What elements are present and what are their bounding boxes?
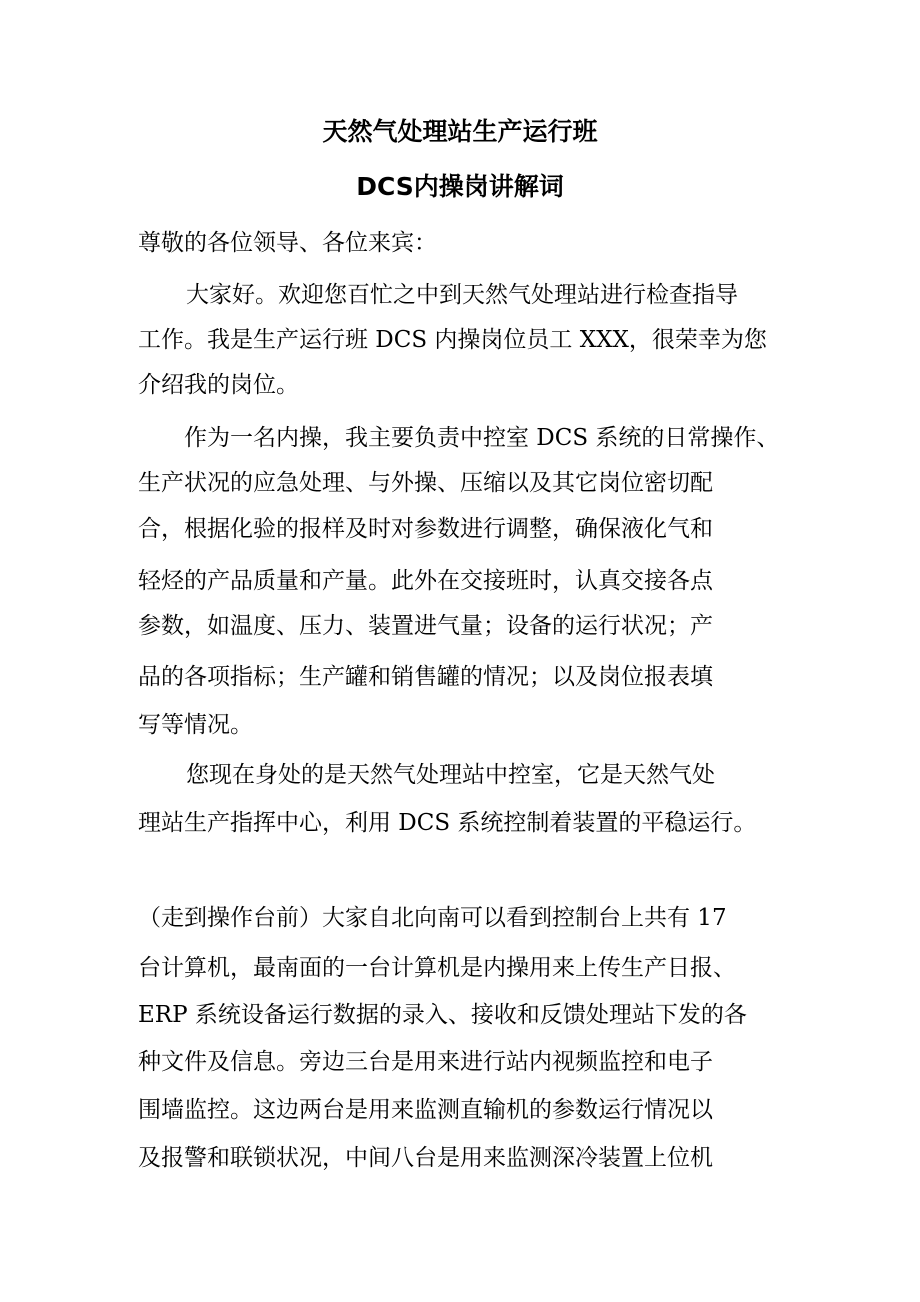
- paragraph-line: ERP 系统设备运行数据的录入、接收和反馈处理站下发的各: [138, 1002, 747, 1028]
- document-title: 天然气处理站生产运行班: [322, 117, 598, 146]
- paragraph-line: 合，根据化验的报样及时对参数进行调整，确保液化气和: [138, 516, 713, 542]
- paragraph-line: 台计算机，最南面的一台计算机是内操用来上传生产日报、: [138, 955, 736, 981]
- paragraph-line: 及报警和联锁状况，中间八台是用来监测深冷装置上位机: [138, 1145, 713, 1171]
- paragraph-line: 生产状况的应急处理、与外操、压缩以及其它岗位密切配: [138, 470, 713, 496]
- paragraph-line: 种文件及信息。旁边三台是用来进行站内视频监控和电子: [138, 1049, 713, 1075]
- paragraph-line: 作为一名内操，我主要负责中控室 DCS 系统的日常操作、: [184, 425, 780, 451]
- paragraph-line: 您现在身处的是天然气处理站中控室，它是天然气处: [186, 762, 715, 788]
- paragraph-line: 轻烃的产品质量和产量。此外在交接班时，认真交接各点: [138, 568, 713, 594]
- paragraph-line: 理站生产指挥中心，利用 DCS 系统控制着装置的平稳运行。: [138, 810, 757, 836]
- paragraph-line: 介绍我的岗位。: [138, 372, 299, 398]
- paragraph-line: 写等情况。: [138, 712, 253, 738]
- greeting-line: 尊敬的各位领导、各位来宾：: [138, 230, 437, 256]
- paragraph-line: 大家好。欢迎您百忙之中到天然气处理站进行检查指导: [186, 282, 738, 308]
- paragraph-line: 工作。我是生产运行班 DCS 内操岗位员工 XXX，很荣幸为您: [138, 327, 767, 353]
- paragraph-line: （走到操作台前）大家自北向南可以看到控制台上共有 17: [138, 905, 727, 931]
- paragraph-line: 品的各项指标；生产罐和销售罐的情况；以及岗位报表填: [138, 664, 713, 690]
- document-subtitle: DCS内操岗讲解词: [356, 172, 564, 201]
- paragraph-line: 围墙监控。这边两台是用来监测直输机的参数运行情况以: [138, 1097, 713, 1123]
- paragraph-line: 参数，如温度、压力、装置进气量；设备的运行状况；产: [138, 613, 713, 639]
